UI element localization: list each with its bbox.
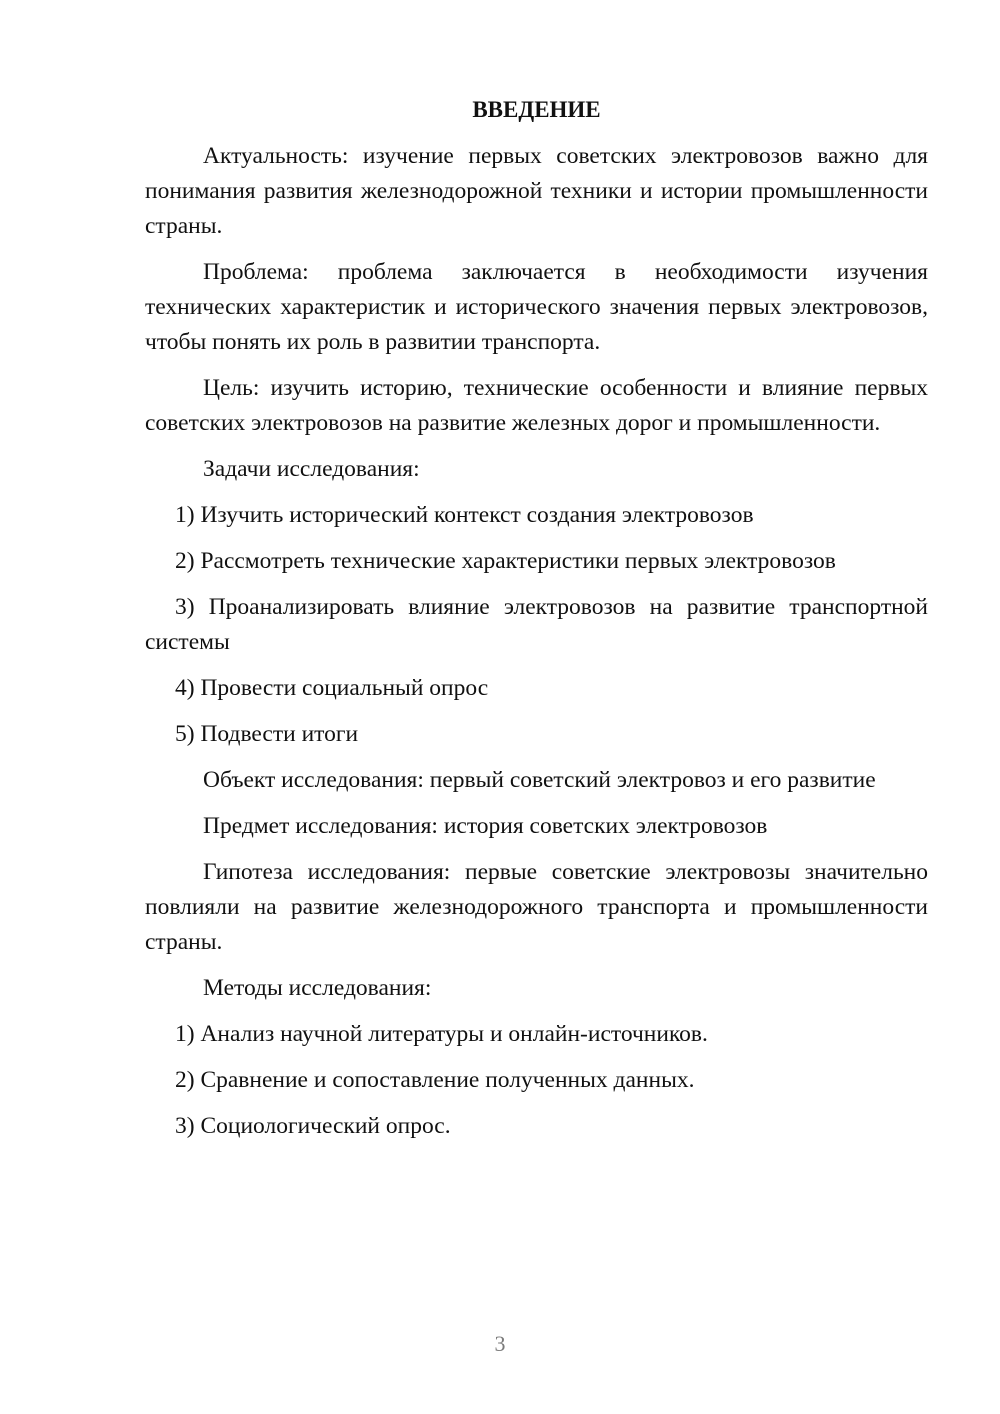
relevance-paragraph: Актуальность: изучение первых советских электровозов важно для понимания развития железнодорожной техники и истории промышленности страны. (145, 143, 928, 239)
method-item-2: 2) Сравнение и сопоставление полученных данных. (175, 1067, 695, 1093)
task-item-1: 1) Изучить исторический контекст создания электровозов (175, 502, 754, 528)
object-paragraph: Объект исследования: первый советский электровоз и его развитие (203, 767, 876, 793)
tasks-heading: Задачи исследования: (203, 456, 420, 482)
task-item-5: 5) Подвести итоги (175, 721, 359, 747)
goal-paragraph: Цель: изучить историю, технические особенности и влияние первых советских электровозов на развитие железных дорог и промышленности. (145, 375, 928, 436)
task-item-3: 3) Проанализировать влияние электровозов на развитие транспортной системы (145, 594, 928, 655)
methods-heading: Методы исследования: (203, 975, 432, 1001)
method-item-3: 3) Социологический опрос. (175, 1113, 451, 1139)
task-item-4: 4) Провести социальный опрос (175, 675, 489, 701)
hypothesis-paragraph: Гипотеза исследования: первые советские электровозы значительно повлияли на развитие железнодорожного транспорта и промышленности страны. (145, 859, 928, 955)
document-body (145, 92, 928, 1155)
page-title: ВВЕДЕНИЕ (472, 97, 601, 122)
method-item-1: 1) Анализ научной литературы и онлайн-источников. (175, 1021, 708, 1047)
task-item-2: 2) Рассмотреть технические характеристики первых электровозов (175, 548, 836, 574)
page-number: 3 (494, 1331, 506, 1356)
problem-paragraph: Проблема: проблема заключается в необходимости изучения технических характеристик и исторического значения первых электровозов, чтобы понять их роль в развитии транспорта. (145, 259, 928, 355)
subject-paragraph: Предмет исследования: история советских электровозов (203, 813, 768, 839)
